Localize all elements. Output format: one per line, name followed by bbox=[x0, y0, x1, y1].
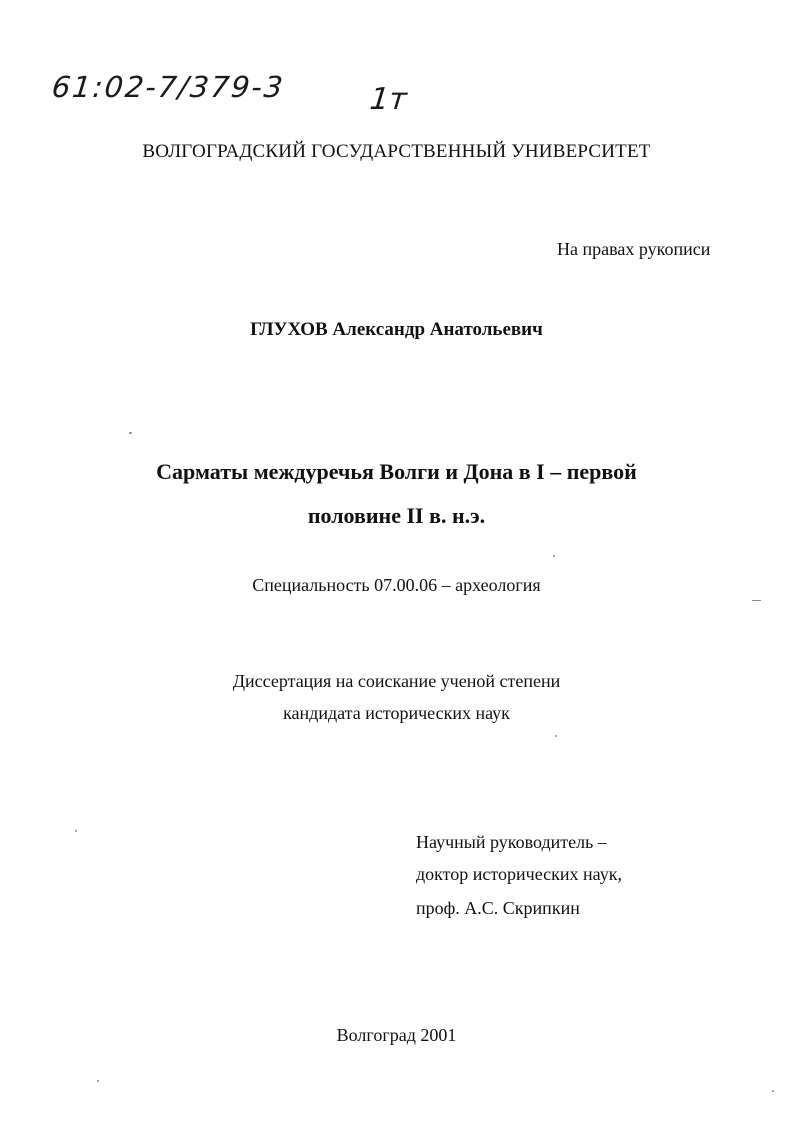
dissertation-degree-line-2: кандидата исторических наук bbox=[283, 703, 510, 723]
author-name: ГЛУХОВ Александр Анатольевич bbox=[250, 319, 543, 340]
supervisor-degree: доктор исторических наук, bbox=[416, 864, 622, 884]
university-name: ВОЛГОГРАДСКИЙ ГОСУДАРСТВЕННЫЙ УНИВЕРСИТЕТ bbox=[142, 141, 651, 162]
dissertation-title-line-1: Сарматы междуречья Волги и Дона в I – первой bbox=[156, 459, 637, 484]
scan-speck bbox=[97, 1080, 99, 1082]
scan-speck bbox=[553, 555, 555, 557]
scan-speck bbox=[75, 830, 77, 832]
supervisor-name: проф. А.С. Скрипкин bbox=[416, 898, 580, 918]
scan-speck bbox=[752, 600, 761, 601]
specialty-line: Специальность 07.00.06 – археология bbox=[252, 575, 541, 595]
supervisor-role: Научный руководитель – bbox=[416, 832, 607, 852]
dissertation-degree-line-1: Диссертация на соискание ученой степени bbox=[232, 671, 561, 691]
scan-speck bbox=[555, 735, 557, 737]
dissertation-title-line-2: половине II в. н.э. bbox=[307, 503, 486, 528]
handwritten-catalog-code: 61:02-7/379-3 bbox=[50, 70, 287, 104]
scan-speck bbox=[129, 432, 132, 434]
city-year: Волгоград 2001 bbox=[336, 1025, 457, 1045]
scan-speck bbox=[772, 1090, 774, 1092]
manuscript-rights-note: На правах рукописи bbox=[557, 239, 711, 259]
handwritten-mark: 1т bbox=[368, 82, 409, 117]
